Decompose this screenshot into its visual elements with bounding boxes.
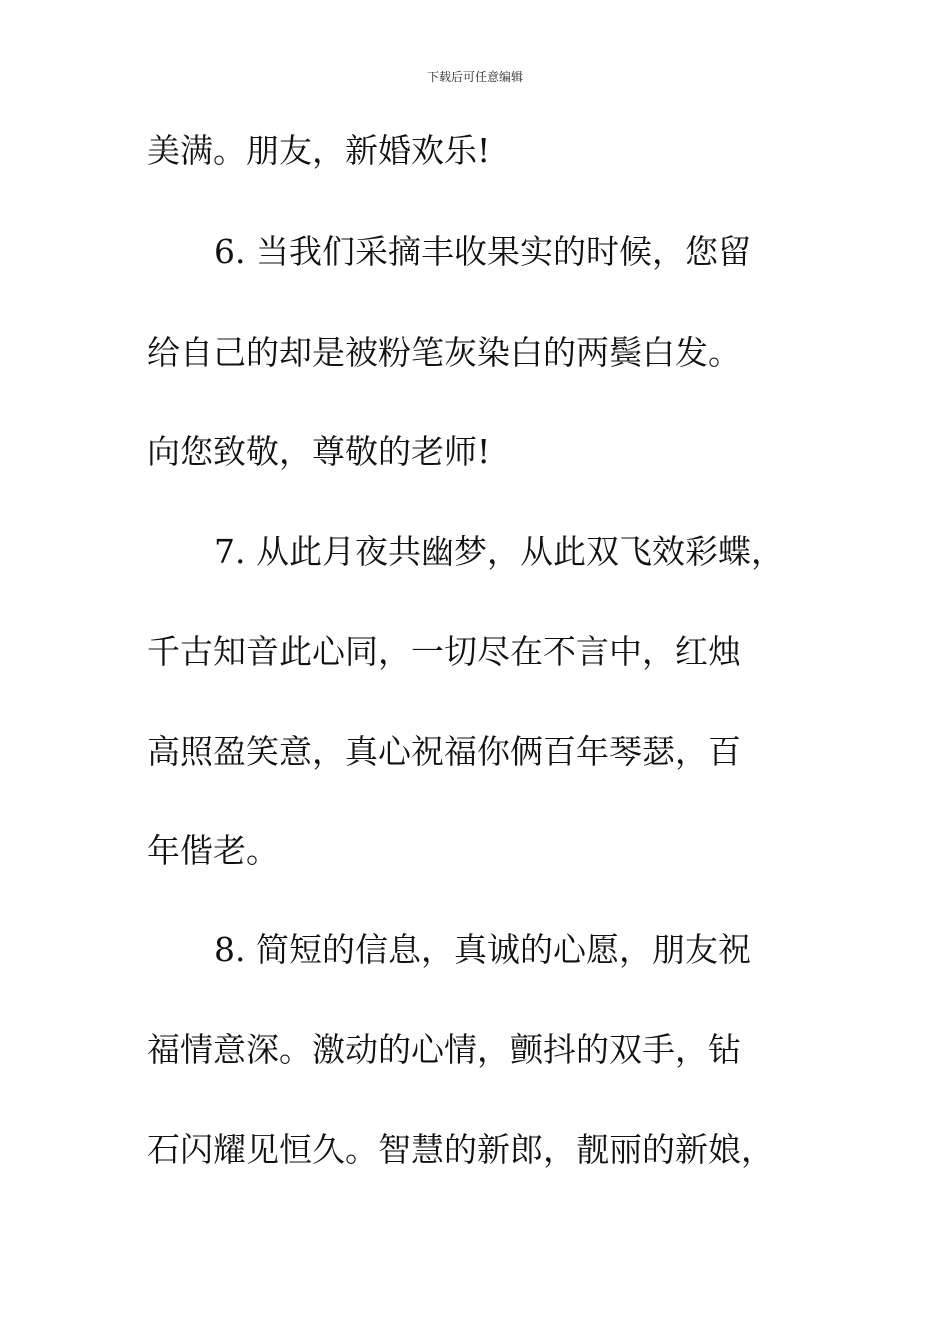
- text-line: 美满。朋友，新婚欢乐!: [147, 131, 491, 170]
- text-line: 向您致敬，尊敬的老师!: [147, 432, 491, 471]
- text-line: 高照盈笑意，真心祝福你俩百年琴瑟，百: [147, 732, 741, 771]
- text-line: 年偕老。: [147, 831, 279, 870]
- text-line: 千古知音此心同，一切尽在不言中，红烛: [147, 632, 741, 671]
- text-line: 福情意深。激动的心情，颤抖的双手，钻: [147, 1030, 741, 1069]
- text-line: 6. 当我们采摘丰收果实的时候，您留: [214, 232, 751, 271]
- text-line: 给自己的却是被粉笔灰染白的两鬓白发。: [147, 333, 741, 372]
- text-line: 石闪耀见恒久。智慧的新郎，靓丽的新娘，: [147, 1130, 774, 1169]
- text-line: 7. 从此月夜共幽梦，从此双飞效彩蝶，: [214, 532, 784, 571]
- page-header: 下载后可任意编辑: [426, 70, 523, 84]
- text-line: 8. 简短的信息，真诚的心愿，朋友祝: [214, 930, 751, 969]
